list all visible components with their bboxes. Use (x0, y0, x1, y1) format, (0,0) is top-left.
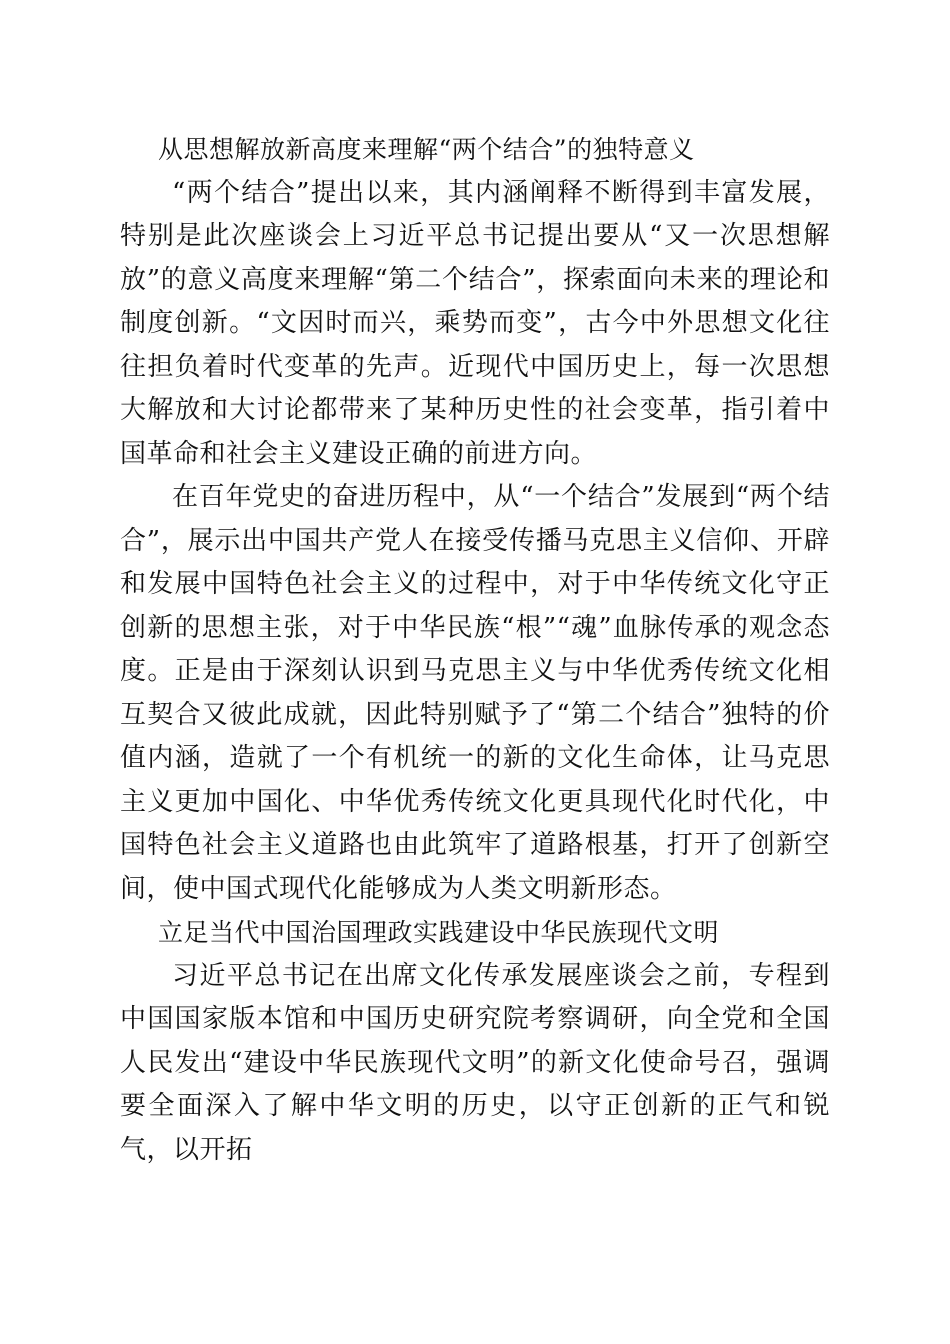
paragraph-party-history: 在百年党史的奋进历程中，从“一个结合”发展到“两个结合”，展示出中国共产党人在接受传播马克思主义信仰、开辟和发展中国特色社会主义的过程中，对于中华传统文化守正创新的思想主张，对于中华民族“根”“魂”血脉传承的观念态度。正是由于深刻认识到马克思主义与中华优秀传统文化相互契合又彼此成就，因此特别赋予了“第二个结合”独特的价值内涵，造就了一个有机统一的新的文化生命体，让马克思主义更加中国化、中华优秀传统文化更具现代化时代化，中国特色社会主义道路也由此筑牢了道路根基，打开了创新空间，使中国式现代化能够成为人类文明新形态。 (120, 482, 830, 904)
document-body (120, 128, 830, 1172)
paragraph-cultural-mission: 习近平总书记在出席文化传承发展座谈会之前，专程到中国国家版本馆和中国历史研究院考察调研，向全党和全国人民发出“建设中华民族现代文明”的新文化使命号召，强调要全面深入了解中华文明的历史，以守正创新的正气和锐气，以开拓 (120, 960, 830, 1165)
section-heading-thought-liberation: 从思想解放新高度来理解“两个结合”的独特意义 (158, 135, 695, 164)
paragraph-two-combinations-intro: “两个结合”提出以来，其内涵阐释不断得到丰富发展，特别是此次座谈会上习近平总书记提出要从“又一次思想解放”的意义高度来理解“第二个结合”，探索面向未来的理论和制度创新。“文因时而兴，乘势而变”，古今中外思想文化往往担负着时代变革的先声。近现代中国历史上，每一次思想大解放和大讨论都带来了某种历史性的社会变革，指引着中国革命和社会主义建设正确的前进方向。 (120, 177, 830, 469)
section-heading-modern-civilization: 立足当代中国治国理政实践建设中华民族现代文明 (158, 918, 720, 947)
